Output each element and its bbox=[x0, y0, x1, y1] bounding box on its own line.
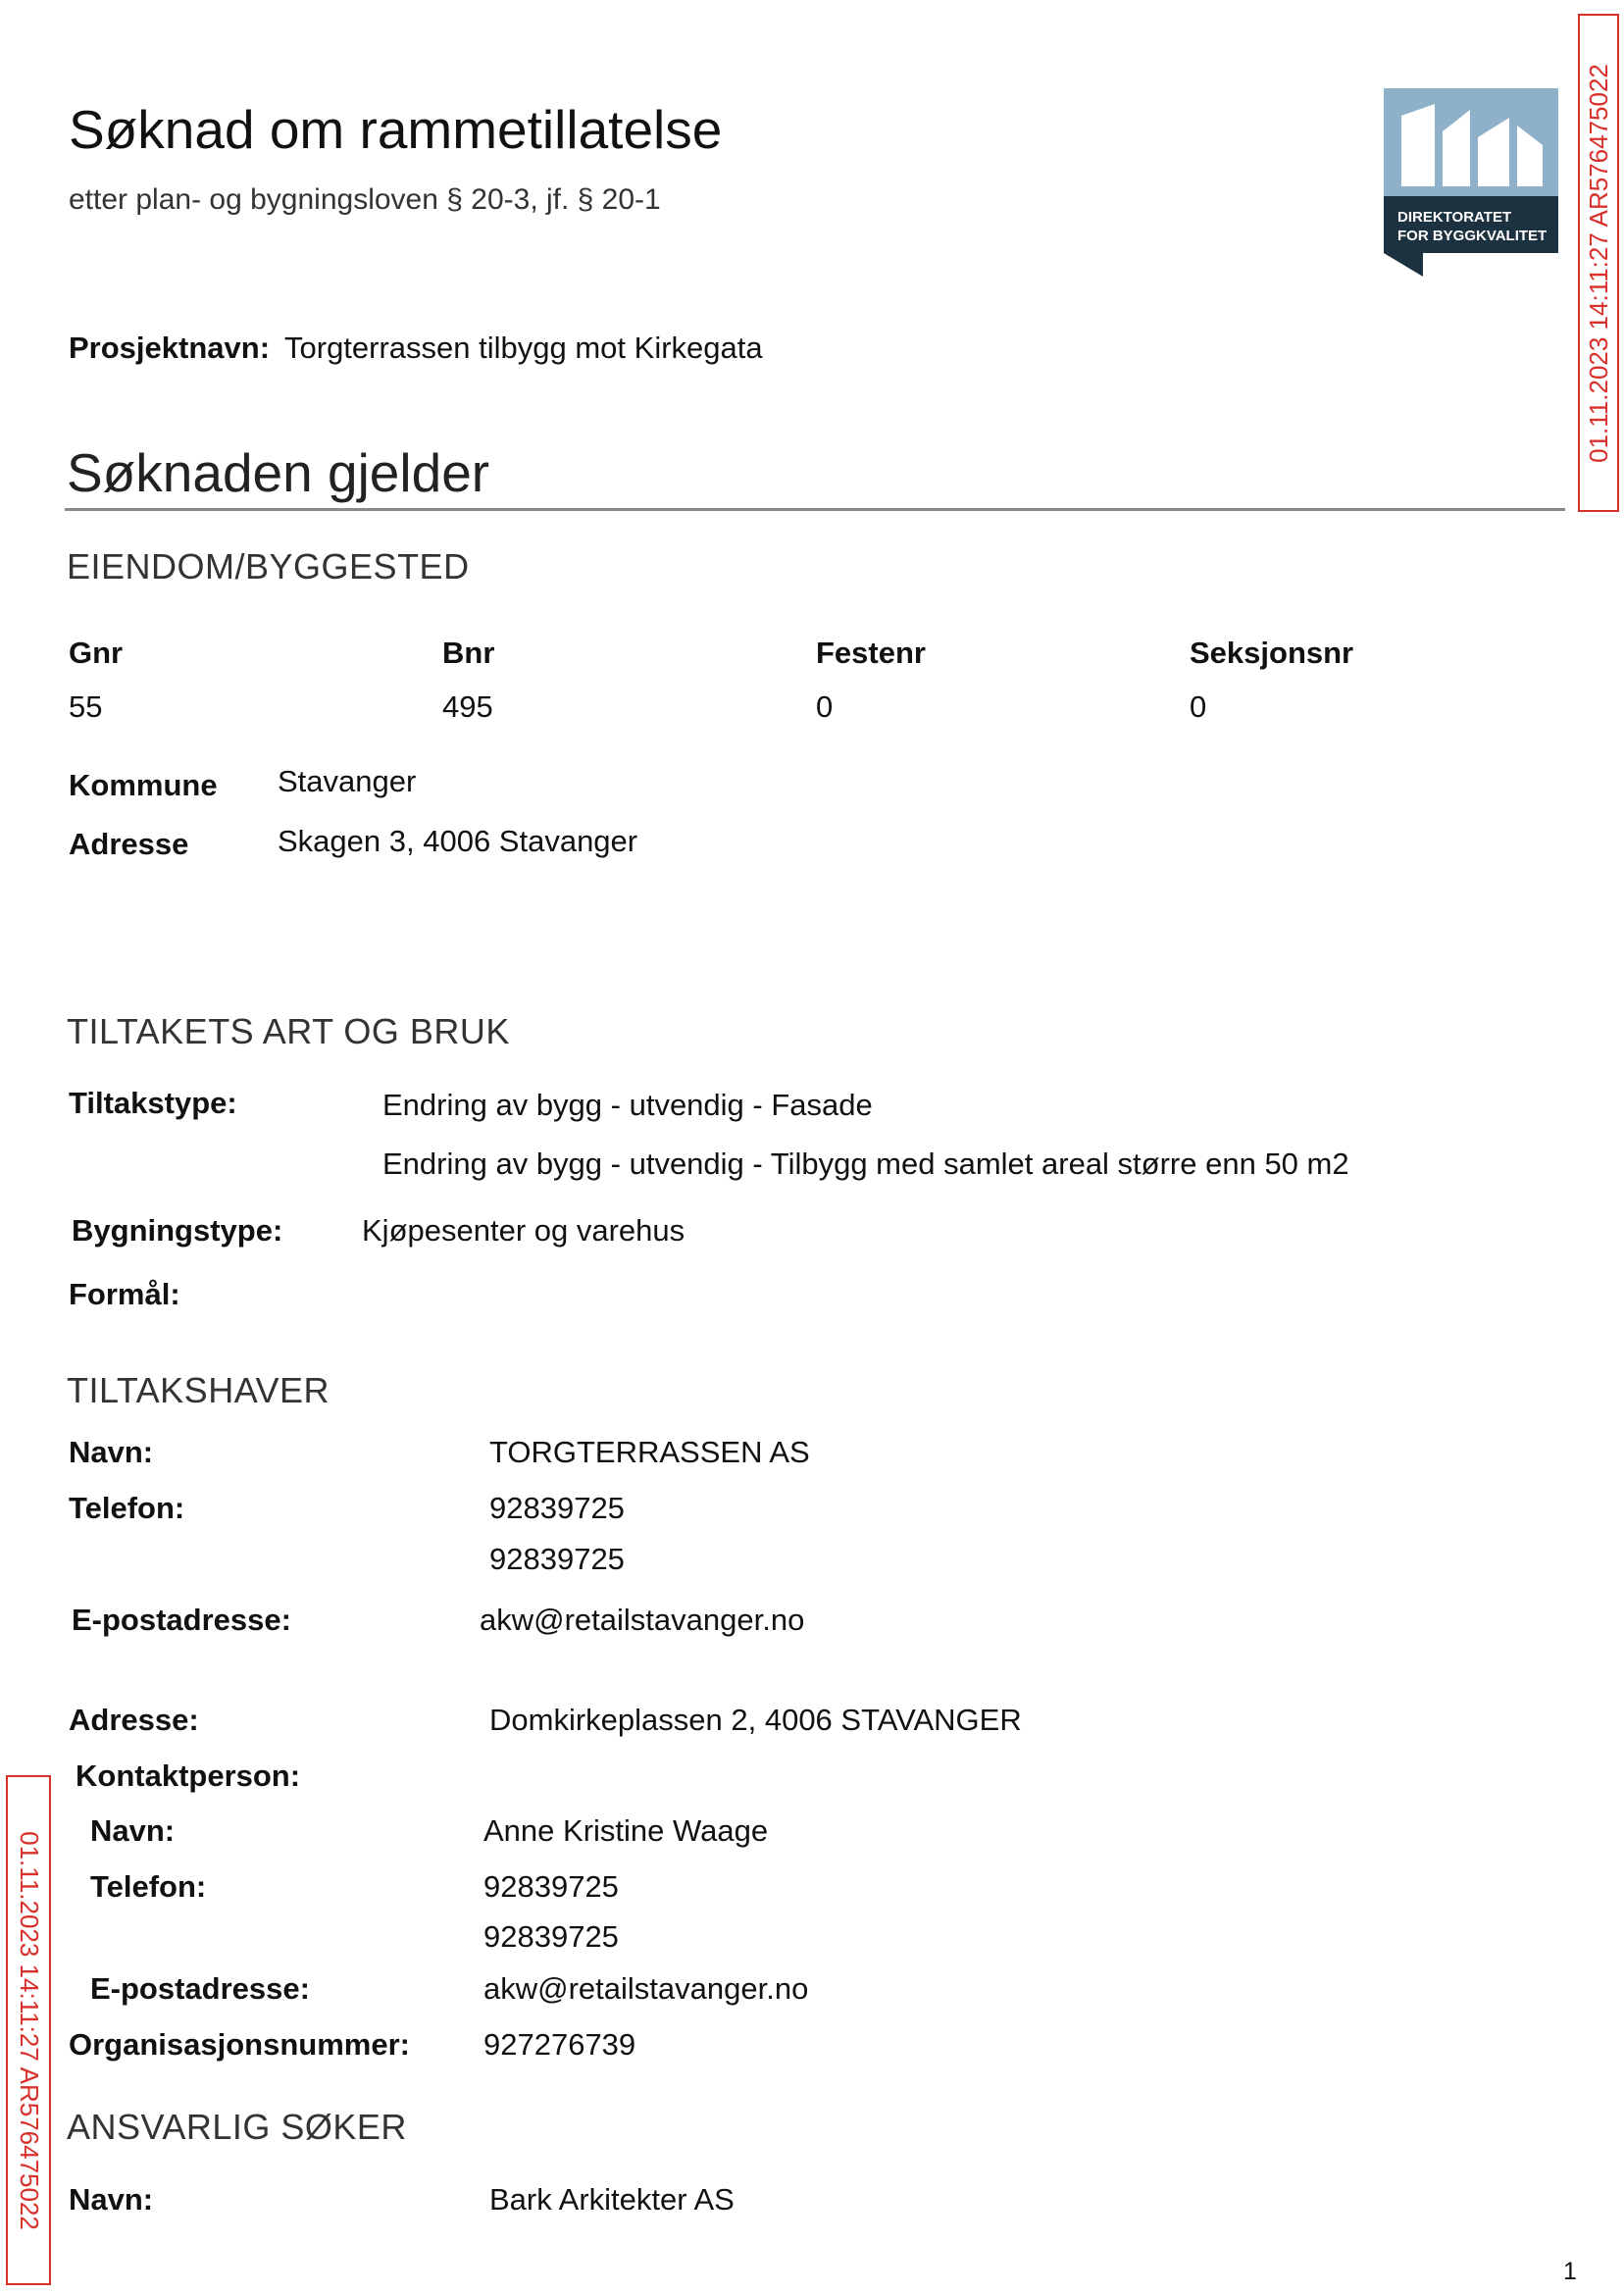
receipt-stamp-bottom bbox=[6, 1775, 51, 2285]
kontakt-navn-label: Navn: bbox=[90, 1813, 176, 1848]
kontakt-epost-label: E-postadresse: bbox=[90, 1971, 310, 2006]
document-subtitle: etter plan- og bygningsloven § 20-3, jf. § 20-1 bbox=[69, 183, 661, 216]
adresse-value: Skagen 3, 4006 Stavanger bbox=[278, 824, 638, 858]
tiltakstype-value-2: Endring av bygg - utvendig - Tilbygg med samlet areal større enn 50 m2 bbox=[382, 1147, 1349, 1181]
orgnr-value: 927276739 bbox=[483, 2027, 636, 2062]
tiltakshaver-heading: TILTAKSHAVER bbox=[67, 1370, 330, 1410]
kontakt-telefon-value-1: 92839725 bbox=[483, 1869, 619, 1904]
kommune-value: Stavanger bbox=[278, 764, 417, 798]
bnr-value: 495 bbox=[442, 689, 493, 724]
document-title: Søknad om rammetillatelse bbox=[69, 99, 723, 160]
tiltak-heading: TILTAKETS ART OG BRUK bbox=[67, 1011, 510, 1051]
ansvarlig-heading: ANSVARLIG SØKER bbox=[67, 2107, 407, 2147]
kontakt-telefon-label: Telefon: bbox=[90, 1869, 207, 1904]
seksjonsnr-label: Seksjonsnr bbox=[1190, 636, 1354, 670]
logo-line-1: DIREKTORATET bbox=[1397, 209, 1512, 226]
tiltakstype-label: Tiltakstype: bbox=[69, 1086, 237, 1120]
kommune-label: Kommune bbox=[69, 768, 218, 802]
bnr-label: Bnr bbox=[442, 636, 495, 670]
kontakt-navn-value: Anne Kristine Waage bbox=[483, 1813, 769, 1848]
bygningstype-label: Bygningstype: bbox=[72, 1213, 283, 1248]
eiendom-heading: EIENDOM/BYGGESTED bbox=[67, 546, 470, 586]
festenr-label: Festenr bbox=[816, 636, 926, 670]
festenr-value: 0 bbox=[816, 689, 834, 724]
kontakt-epost-value: akw@retailstavanger.no bbox=[483, 1971, 809, 2006]
logo-line-2: FOR BYGGKVALITET bbox=[1397, 228, 1548, 244]
page-number: 1 bbox=[1563, 2258, 1577, 2285]
section-divider bbox=[65, 508, 1565, 511]
gnr-value: 55 bbox=[69, 689, 103, 724]
gnr-label: Gnr bbox=[69, 636, 124, 670]
tiltakshaver-telefon-label: Telefon: bbox=[69, 1491, 185, 1525]
receipt-stamp-top bbox=[1578, 14, 1619, 512]
tiltakshaver-navn-label: Navn: bbox=[69, 1435, 154, 1469]
tiltakshaver-telefon-value-2: 92839725 bbox=[489, 1542, 625, 1576]
receipt-stamp-text: 01.11.2023 14:11:27 AR576475022 bbox=[1583, 63, 1613, 463]
tiltakshaver-telefon-value-1: 92839725 bbox=[489, 1491, 625, 1525]
tiltakstype-value-1: Endring av bygg - utvendig - Fasade bbox=[382, 1088, 873, 1122]
receipt-stamp-text: 01.11.2023 14:11:27 AR576475022 bbox=[14, 1830, 44, 2230]
tiltakshaver-epost-label: E-postadresse: bbox=[72, 1603, 291, 1637]
tiltakshaver-navn-value: TORGTERRASSEN AS bbox=[489, 1435, 810, 1469]
tiltakshaver-adresse-label: Adresse: bbox=[69, 1703, 199, 1737]
project-label: Prosjektnavn: bbox=[69, 331, 271, 365]
seksjonsnr-value: 0 bbox=[1190, 689, 1207, 724]
kontaktperson-label: Kontaktperson: bbox=[76, 1759, 301, 1793]
orgnr-label: Organisasjonsnummer: bbox=[69, 2027, 410, 2062]
dibk-logo bbox=[1384, 88, 1558, 277]
tiltakshaver-adresse-value: Domkirkeplassen 2, 4006 STAVANGER bbox=[489, 1703, 1022, 1737]
ansvarlig-navn-label: Navn: bbox=[69, 2182, 154, 2217]
bygningstype-value: Kjøpesenter og varehus bbox=[362, 1213, 685, 1248]
formal-label: Formål: bbox=[69, 1277, 180, 1311]
kontakt-telefon-value-2: 92839725 bbox=[483, 1919, 619, 1954]
section-title: Søknaden gjelder bbox=[67, 442, 490, 503]
project-value: Torgterrassen tilbygg mot Kirkegata bbox=[284, 331, 763, 365]
tiltakshaver-epost-value: akw@retailstavanger.no bbox=[480, 1603, 805, 1637]
adresse-label: Adresse bbox=[69, 827, 189, 861]
ansvarlig-navn-value: Bark Arkitekter AS bbox=[489, 2182, 735, 2217]
